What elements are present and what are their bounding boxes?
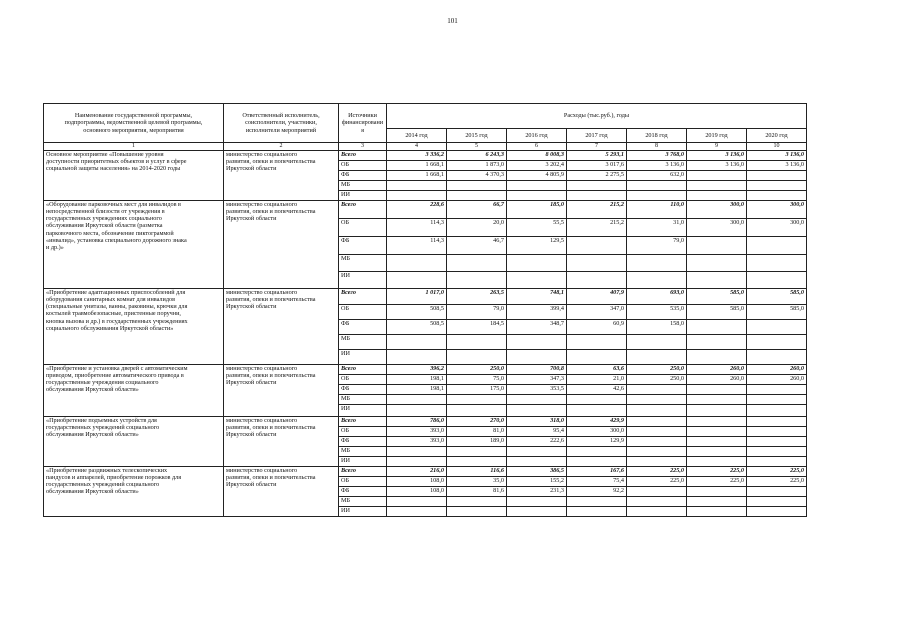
expense-cell (507, 507, 567, 517)
expense-cell: 386,5 (507, 467, 567, 477)
expense-cell (687, 447, 747, 457)
funding-source: ФБ (339, 320, 387, 335)
funding-source: ФБ (339, 385, 387, 395)
expense-cell (507, 350, 567, 365)
expense-cell (567, 507, 627, 517)
expense-cell (567, 395, 627, 405)
expense-cell (627, 417, 687, 427)
funding-source: МБ (339, 497, 387, 507)
expense-cell (567, 181, 627, 191)
expense-cell: 300,0 (687, 219, 747, 237)
expense-cell (687, 427, 747, 437)
expense-cell (447, 272, 507, 289)
measure-name: Основное мероприятие «Повышение уровня доступности приоритетных объектов и услуг в сфере социальной защиты населения» на 2014-2020 годы (44, 151, 224, 201)
expense-cell (387, 350, 447, 365)
expense-cell: 222,6 (507, 437, 567, 447)
expense-cell (687, 237, 747, 255)
expense-cell (747, 335, 807, 350)
expense-cell: 215,2 (567, 201, 627, 219)
column-number: 1 (44, 143, 224, 151)
expense-cell (627, 385, 687, 395)
expense-cell: 348,7 (507, 320, 567, 335)
header-responsible-column: Ответственный исполнитель, соисполнители, участники, исполнители мероприятий (224, 104, 339, 143)
header-year: 2020 год (747, 129, 807, 143)
expense-cell (567, 447, 627, 457)
expense-cell (747, 191, 807, 201)
expense-cell (687, 437, 747, 447)
expense-cell: 215,2 (567, 219, 627, 237)
column-number: 5 (447, 143, 507, 151)
expense-cell: 228,6 (387, 201, 447, 219)
expense-cell (747, 447, 807, 457)
expense-cell (387, 272, 447, 289)
expense-cell (627, 497, 687, 507)
funding-source: Всего (339, 151, 387, 161)
expense-cell (387, 507, 447, 517)
funding-source: ОБ (339, 219, 387, 237)
expense-cell (567, 457, 627, 467)
column-number: 8 (627, 143, 687, 151)
expense-cell: 300,0 (747, 219, 807, 237)
expense-cell: 63,6 (567, 365, 627, 375)
expense-cell (747, 507, 807, 517)
expense-cell: 347,3 (507, 375, 567, 385)
expense-cell (447, 181, 507, 191)
expense-cell: 347,0 (567, 305, 627, 320)
expense-cell (627, 437, 687, 447)
expense-cell: 1 668,1 (387, 171, 447, 181)
expense-cell (627, 272, 687, 289)
expense-cell (447, 457, 507, 467)
expense-cell: 92,2 (567, 487, 627, 497)
expense-cell (507, 191, 567, 201)
budget-table (43, 103, 807, 517)
expense-cell: 508,5 (387, 320, 447, 335)
expense-cell: 399,4 (507, 305, 567, 320)
expense-cell: 585,0 (687, 305, 747, 320)
expense-cell (627, 405, 687, 417)
expense-cell (747, 237, 807, 255)
header-expenses: Расходы (тыс.руб.), годы (387, 104, 807, 129)
expense-cell (567, 497, 627, 507)
funding-source: МБ (339, 395, 387, 405)
expense-cell (627, 457, 687, 467)
funding-source: Всего (339, 201, 387, 219)
expense-cell: 748,1 (507, 289, 567, 305)
measure-name: «Приобретение подъемных устройств для государственных учреждений социального обслуживания Иркутской области» (44, 417, 224, 467)
header-year: 2019 год (687, 129, 747, 143)
header-name-column: Наименование государственной программы, подпрограммы, ведомственной целевой программы, основного мероприятия, мероприятия (44, 104, 224, 143)
expense-cell (687, 405, 747, 417)
column-number: 10 (747, 143, 807, 151)
expense-cell (687, 395, 747, 405)
expense-cell: 225,0 (747, 467, 807, 477)
expense-cell (387, 447, 447, 457)
funding-source: ИИ (339, 191, 387, 201)
expense-cell (447, 255, 507, 272)
expense-cell (627, 335, 687, 350)
expense-cell: 2 275,5 (567, 171, 627, 181)
expense-cell (507, 181, 567, 191)
expense-cell (747, 350, 807, 365)
expense-cell: 225,0 (687, 477, 747, 487)
expense-cell (507, 395, 567, 405)
expense-cell (567, 405, 627, 417)
expense-cell: 263,5 (447, 289, 507, 305)
expense-cell: 158,0 (627, 320, 687, 335)
expense-cell: 42,6 (567, 385, 627, 395)
expense-cell: 250,0 (627, 365, 687, 375)
funding-source: Всего (339, 417, 387, 427)
expense-cell (747, 395, 807, 405)
funding-source: МБ (339, 335, 387, 350)
expense-cell: 585,0 (747, 289, 807, 305)
header-year: 2015 год (447, 129, 507, 143)
funding-source: Всего (339, 365, 387, 375)
measure-name: «Приобретение и установка дверей с автоматическим приводом, приобретение автоматического привода в государственные учреждения социального обслуживания Иркутской области» (44, 365, 224, 417)
expense-cell (447, 447, 507, 457)
funding-source: ОБ (339, 477, 387, 487)
funding-source: ОБ (339, 161, 387, 171)
expense-cell: 110,0 (627, 201, 687, 219)
expense-cell (387, 405, 447, 417)
expense-cell: 300,0 (567, 427, 627, 437)
expense-cell: 1 017,0 (387, 289, 447, 305)
column-number: 2 (224, 143, 339, 151)
expense-cell (567, 255, 627, 272)
expense-cell (627, 255, 687, 272)
expense-cell: 79,0 (627, 237, 687, 255)
expense-cell: 129,9 (567, 437, 627, 447)
expense-cell: 300,0 (687, 201, 747, 219)
expense-cell: 20,0 (447, 219, 507, 237)
funding-source: ФБ (339, 171, 387, 181)
expense-cell (447, 405, 507, 417)
expense-cell: 225,0 (627, 477, 687, 487)
expense-cell: 21,0 (567, 375, 627, 385)
table-row (44, 467, 807, 477)
expense-cell: 31,0 (627, 219, 687, 237)
measure-name: «Оборудование парковочных мест для инвалидов в непосредственной близости от учреждения в государственных учреждениях социального обслуживания Иркутской области (разметка парковочного места, обозначение пиктограммой «инвалид», установка специального дорожного знака и др.)» (44, 201, 224, 289)
expense-cell: 167,6 (567, 467, 627, 477)
expense-cell (747, 427, 807, 437)
funding-source: ИИ (339, 457, 387, 467)
expense-cell: 3 136,0 (747, 151, 807, 161)
expense-cell (387, 255, 447, 272)
expense-cell: 300,0 (747, 201, 807, 219)
funding-source: ИИ (339, 405, 387, 417)
expense-cell (627, 447, 687, 457)
expense-cell: 75,4 (567, 477, 627, 487)
expense-cell: 81,0 (447, 427, 507, 437)
expense-cell (507, 405, 567, 417)
expense-cell (447, 335, 507, 350)
expense-cell: 129,5 (507, 237, 567, 255)
table-row (44, 289, 807, 305)
expense-cell: 508,5 (387, 305, 447, 320)
header-year: 2018 год (627, 129, 687, 143)
funding-source: МБ (339, 447, 387, 457)
table-row (44, 417, 807, 427)
expense-cell (747, 417, 807, 427)
expense-cell: 1 668,1 (387, 161, 447, 171)
expense-cell: 35,0 (447, 477, 507, 487)
expense-cell: 185,0 (507, 201, 567, 219)
expense-cell (747, 181, 807, 191)
expense-cell (447, 350, 507, 365)
expense-cell: 318,0 (507, 417, 567, 427)
expense-cell: 396,2 (387, 365, 447, 375)
header-year: 2017 год (567, 129, 627, 143)
column-number: 7 (567, 143, 627, 151)
page-number: 101 (447, 17, 458, 25)
column-number: 3 (339, 143, 387, 151)
expense-cell (687, 350, 747, 365)
expense-cell: 632,0 (627, 171, 687, 181)
expense-cell: 116,6 (447, 467, 507, 477)
funding-source: ИИ (339, 272, 387, 289)
expense-cell (567, 272, 627, 289)
expense-cell (567, 191, 627, 201)
column-number: 6 (507, 143, 567, 151)
expense-cell: 66,7 (447, 201, 507, 219)
expense-cell (747, 272, 807, 289)
expense-cell (747, 457, 807, 467)
expense-cell (387, 191, 447, 201)
expense-cell (507, 272, 567, 289)
expense-cell: 353,5 (507, 385, 567, 395)
expense-cell: 198,1 (387, 375, 447, 385)
expense-cell: 393,0 (387, 427, 447, 437)
expense-cell (447, 507, 507, 517)
expense-cell (627, 507, 687, 517)
header-year: 2016 год (507, 129, 567, 143)
expense-cell (687, 255, 747, 272)
expense-cell (447, 497, 507, 507)
responsible-executor: министерство социального развития, опеки и попечительства Иркутской области (224, 365, 339, 417)
expense-cell: 786,0 (387, 417, 447, 427)
funding-source: МБ (339, 181, 387, 191)
funding-source: Всего (339, 289, 387, 305)
expense-cell (627, 191, 687, 201)
expense-cell: 225,0 (747, 477, 807, 487)
expense-cell: 175,0 (447, 385, 507, 395)
expense-cell (387, 497, 447, 507)
expense-cell: 216,0 (387, 467, 447, 477)
header-year: 2014 год (387, 129, 447, 143)
responsible-executor: министерство социального развития, опеки и попечительства Иркутской области (224, 467, 339, 517)
expense-cell (687, 497, 747, 507)
expense-cell: 260,0 (687, 375, 747, 385)
expense-cell (627, 395, 687, 405)
expense-cell (687, 487, 747, 497)
expense-cell: 108,0 (387, 487, 447, 497)
responsible-executor: министерство социального развития, опеки и попечительства Иркутской области (224, 289, 339, 365)
expense-cell (687, 191, 747, 201)
expense-cell: 75,0 (447, 375, 507, 385)
expense-cell: 79,0 (447, 305, 507, 320)
expense-cell: 700,8 (507, 365, 567, 375)
expense-cell: 3 336,2 (387, 151, 447, 161)
expense-cell: 198,1 (387, 385, 447, 395)
expense-cell (507, 255, 567, 272)
expense-cell: 225,0 (687, 467, 747, 477)
expense-cell (567, 237, 627, 255)
expense-cell: 585,0 (687, 289, 747, 305)
expense-cell: 585,0 (747, 305, 807, 320)
expense-cell (387, 181, 447, 191)
expense-cell: 55,5 (507, 219, 567, 237)
measure-name: «Приобретение адаптационных приспособлений для оборудования санитарных комнат для инвалидов (специальные унитазы, ванны, раковины, крючки для костылей травмобезопасные, пристенные поручни, кнопка вызова и др.) в государственных учреждениях социального обслуживания Иркутской области» (44, 289, 224, 365)
responsible-executor: министерство социального развития, опеки и попечительства Иркутской области (224, 417, 339, 467)
expense-cell (627, 487, 687, 497)
funding-source: Всего (339, 467, 387, 477)
expense-cell (567, 335, 627, 350)
expense-cell (687, 320, 747, 335)
funding-source: ИИ (339, 507, 387, 517)
expense-cell: 260,0 (747, 375, 807, 385)
funding-source: ИИ (339, 350, 387, 365)
expense-cell: 4 370,3 (447, 171, 507, 181)
expense-cell: 1 873,0 (447, 161, 507, 171)
expense-cell: 393,0 (387, 437, 447, 447)
table-row (44, 151, 807, 161)
expense-cell: 3 136,0 (687, 151, 747, 161)
funding-source: ФБ (339, 237, 387, 255)
funding-source: ОБ (339, 427, 387, 437)
expense-cell (627, 350, 687, 365)
expense-cell: 184,5 (447, 320, 507, 335)
expense-cell (447, 191, 507, 201)
expense-cell (507, 457, 567, 467)
expense-cell: 189,0 (447, 437, 507, 447)
expense-cell (627, 427, 687, 437)
expense-cell (507, 447, 567, 457)
expense-cell (687, 457, 747, 467)
expense-cell (687, 181, 747, 191)
expense-cell (747, 255, 807, 272)
expense-cell: 250,0 (627, 375, 687, 385)
expense-cell (747, 405, 807, 417)
expense-cell (747, 497, 807, 507)
expense-cell (387, 395, 447, 405)
expense-cell (747, 385, 807, 395)
expense-cell: 270,0 (447, 417, 507, 427)
table-row (44, 201, 807, 219)
expense-cell (687, 417, 747, 427)
expense-cell: 3 136,0 (627, 161, 687, 171)
expense-cell (447, 395, 507, 405)
expense-cell: 5 293,1 (567, 151, 627, 161)
expense-cell (687, 171, 747, 181)
expense-cell: 60,9 (567, 320, 627, 335)
expense-cell (747, 320, 807, 335)
expense-cell: 114,3 (387, 237, 447, 255)
expense-cell (747, 437, 807, 447)
expense-cell (687, 272, 747, 289)
expense-cell (507, 497, 567, 507)
expense-cell: 3 768,0 (627, 151, 687, 161)
expense-cell: 231,3 (507, 487, 567, 497)
expense-cell: 114,3 (387, 219, 447, 237)
expense-cell (687, 385, 747, 395)
expense-cell (627, 181, 687, 191)
responsible-executor: министерство социального развития, опеки и попечительства Иркутской области (224, 151, 339, 201)
expense-cell: 250,0 (447, 365, 507, 375)
expense-cell: 3 202,4 (507, 161, 567, 171)
funding-source: ОБ (339, 375, 387, 385)
expense-cell (387, 457, 447, 467)
expense-cell: 108,0 (387, 477, 447, 487)
expense-cell: 6 243,3 (447, 151, 507, 161)
funding-source: ФБ (339, 487, 387, 497)
expense-cell: 693,0 (627, 289, 687, 305)
expense-cell (507, 335, 567, 350)
expense-cell: 81,6 (447, 487, 507, 497)
expense-cell: 225,0 (627, 467, 687, 477)
measure-name: «Приобретение раздвижных телескопических пандусов и аппарелей, приобретение порожков для государственных учреждений социального обслуживания Иркутской области» (44, 467, 224, 517)
funding-source: МБ (339, 255, 387, 272)
funding-source: ОБ (339, 305, 387, 320)
funding-source: ФБ (339, 437, 387, 447)
expense-cell (687, 335, 747, 350)
expense-cell (687, 507, 747, 517)
expense-cell: 260,0 (687, 365, 747, 375)
expense-cell (387, 335, 447, 350)
expense-cell: 4 805,9 (507, 171, 567, 181)
expense-cell: 535,0 (627, 305, 687, 320)
expense-cell (567, 350, 627, 365)
expense-cell: 407,9 (567, 289, 627, 305)
expense-cell: 155,2 (507, 477, 567, 487)
table-row (44, 365, 807, 375)
expense-cell: 260,0 (747, 365, 807, 375)
expense-cell: 3 136,0 (747, 161, 807, 171)
expense-cell (747, 171, 807, 181)
expense-cell: 429,9 (567, 417, 627, 427)
expense-cell: 8 008,3 (507, 151, 567, 161)
responsible-executor: министерство социального развития, опеки и попечительства Иркутской области (224, 201, 339, 289)
table-body (44, 151, 807, 517)
expense-cell: 95,4 (507, 427, 567, 437)
expense-cell: 3 136,0 (687, 161, 747, 171)
header-source-column: Источники финансировани я (339, 104, 387, 143)
expense-cell: 46,7 (447, 237, 507, 255)
column-number: 4 (387, 143, 447, 151)
expense-cell (747, 487, 807, 497)
column-number: 9 (687, 143, 747, 151)
expense-cell: 3 017,6 (567, 161, 627, 171)
